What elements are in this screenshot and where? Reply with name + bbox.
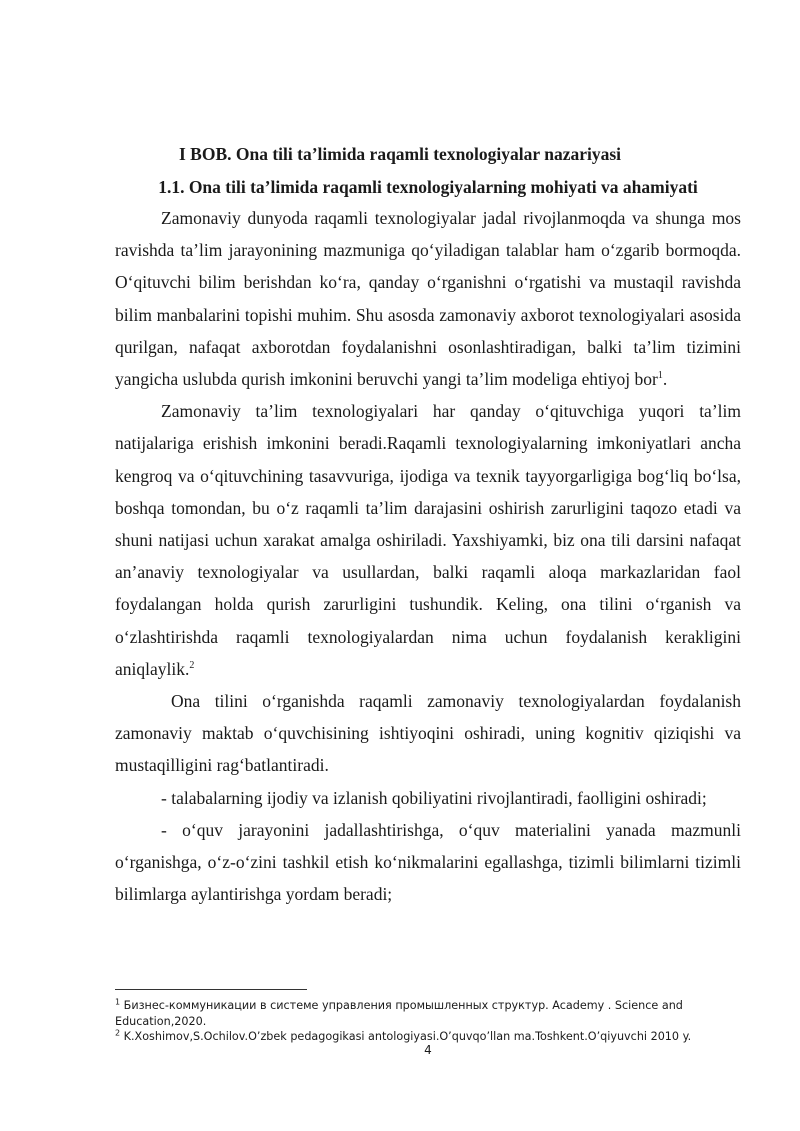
footnote-ref-2: 2	[189, 660, 195, 672]
chapter-title: I BOB. Ona tili ta’limida raqamli texnologiyalar nazariyasi	[178, 144, 622, 164]
list-item: - talabalarning ijodiy va izlanish qobiliyatini rivojlantiradi, faolligini oshiradi;	[161, 787, 707, 808]
page-number: 4	[424, 1043, 432, 1057]
footnote-ref-1: 1	[657, 370, 663, 382]
paragraph-2: Zamonaviy ta’lim texnologiyalari har qanday o‘qituvchiga yuqori ta’lim natijalariga erishish imkonini beradi.Raqamli texnologiyalarning imkoniyatlari ancha kengroq va o‘qituvchining tasavvuriga, ijodiga va texnik tayyorgarligiga bog‘liq bo‘lsa, boshqa tomondan, bu o‘z raqamli ta’lim darajasini oshirish zarurligini taqozo etadi va shuni natijasi uchun xarakat amalga oshiriladi. Yaxshiyamki, biz ona tili darsini nafaqat an’anaviy texnologiyalar va usullardan, balki raqamli aloqa markazlaridan faol foydalangan holda qurish zarurligini tushundik. Keling, ona tilini o‘rganish va o‘zlashtirishda raqamli texnologiyalardan nima uchun foydalanish kerakligini aniqlaylik.$^2$	[115, 401, 741, 679]
footnotes	[115, 998, 715, 1045]
section-title: 1.1. Ona tili ta’limida raqamli texnologiyalarning mohiyati va ahamiyati	[158, 177, 698, 197]
list-item: - o‘quv jarayonini jadallashtirishga, o‘quv materialini yanada mazmunli o‘rganishga, o‘z-o‘zini tashkil etish ko‘nikmalarini egallashga, tizimli bilimlarni tizimli bilimlarga aylantirishga yordam beradi;	[115, 819, 741, 905]
paragraph-3: Ona tilini o‘rganishda raqamli zamonaviy texnologiyalardan foydalanish zamonaviy maktab o‘quvchisining ishtiyoqini oshiradi, uning kognitiv qiziqishi va mustaqilligini rag‘batlantiradi.	[115, 691, 741, 776]
body-text	[115, 202, 741, 910]
paragraph-1: Zamonaviy dunyoda raqamli texnologiyalar jadal rivojlanmoqda va shunga mos ravishda ta’lim jarayonining mazmuniga qo‘yiladigan talablar ham o‘zgarib bormoqda. O‘qituvchi bilim berishdan ko‘ra, qanday o‘rganishni o‘rgatishi va mustaqil ravishda bilim manbalarini topishi muhim. Shu asosda zamonaviy axborot texnologiyalari asosida qurilgan, nafaqat axborotdan foydalanishni osonlashtiradigan, balki ta’lim tizimini yangicha uslubda qurish imkonini beruvchi yangi ta’lim modeliga ehtiyoj bor$^1$.	[115, 208, 741, 390]
footnote-separator	[115, 989, 307, 990]
footnote-2: $^2$ K.Xoshimov,S.Ochilov.O’zbek pedagogikasi antologiyasi.O’quvqo’llan ma.Toshkent.O’qiyuvchi 2010 y.	[115, 1028, 692, 1043]
footnote-1: $^1$ Бизнес-коммуникации в системе управления промышленных структур. Academy . Science and Education,2020.	[115, 997, 683, 1028]
